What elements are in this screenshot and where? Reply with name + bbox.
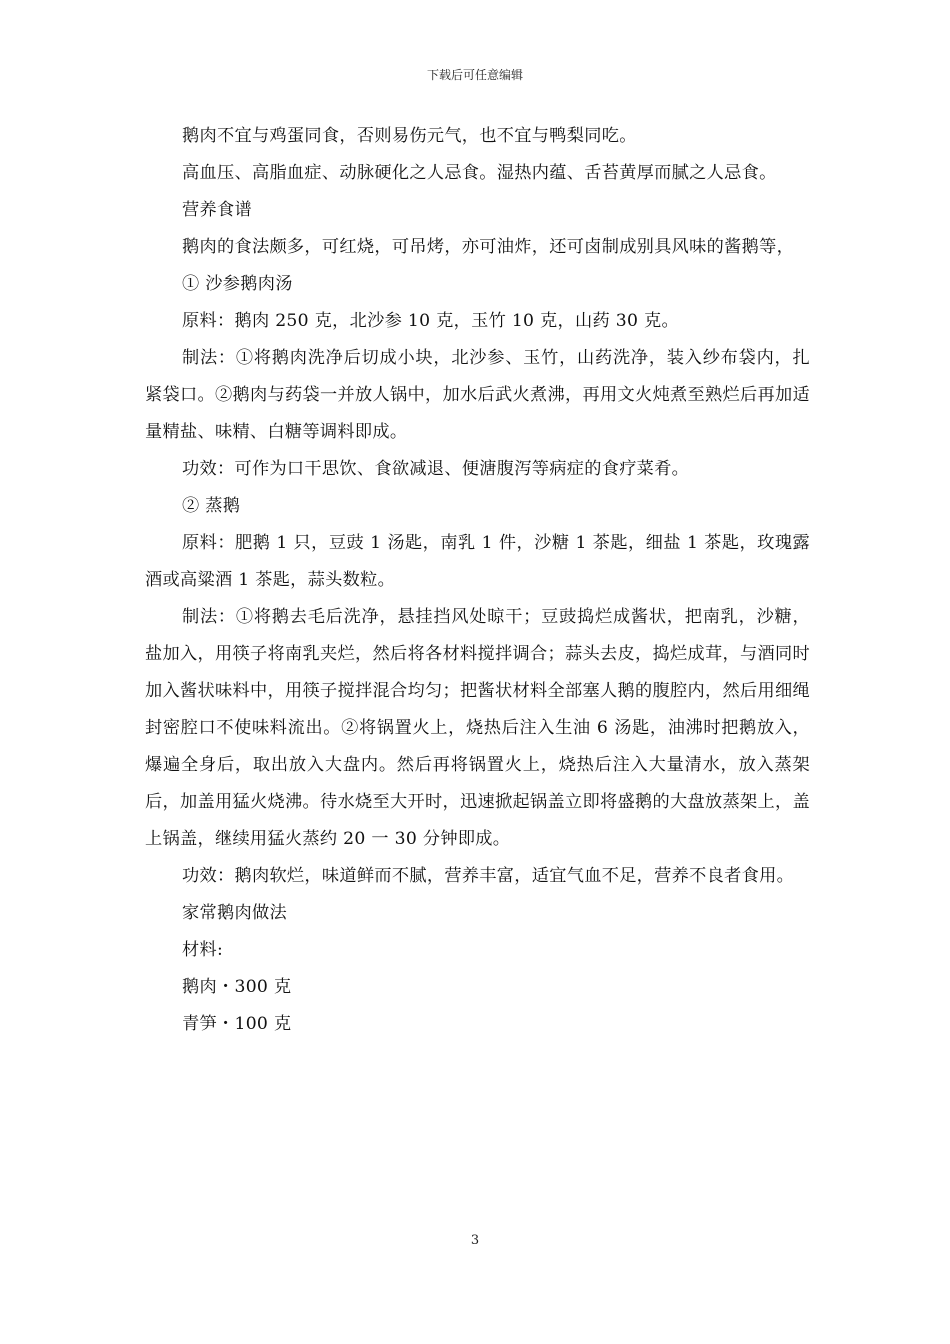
page-number: 3 [470, 1233, 480, 1248]
ingredient-item: 鹅肉・300 克 [182, 977, 292, 997]
paragraph: 原料：鹅肉 250 克，北沙参 10 克，玉竹 10 克，山药 30 克。 [182, 311, 679, 331]
paragraph: 功效：鹅肉软烂，味道鲜而不腻，营养丰富，适宜气血不足，营养不良者食用。 [182, 866, 795, 886]
paragraph: 材料: [182, 940, 224, 960]
page-header: 下载后可任意编辑 [426, 68, 523, 82]
document-body [145, 118, 810, 1043]
section-heading: 家常鹅肉做法 [182, 903, 287, 923]
section-heading: 营养食谱 [182, 200, 252, 220]
paragraph: 制法：①将鹅肉洗净后切成小块，北沙参、玉竹，山药洗净，装入纱布袋内，扎紧袋口。②鹅肉与药袋一并放人锅中，加水后武火煮沸，再用文火炖煮至熟烂后再加适量精盐、味精、白糖等调料即成。 [145, 348, 810, 442]
recipe-title: ① 沙参鹅肉汤 [182, 274, 293, 294]
paragraph: 功效：可作为口干思饮、食欲减退、便溏腹泻等病症的食疗菜肴。 [182, 459, 690, 479]
paragraph: 高血压、高脂血症、动脉硬化之人忌食。湿热内蕴、舌苔黄厚而腻之人忌食。 [182, 163, 777, 183]
paragraph: 原料：肥鹅 1 只，豆豉 1 汤匙，南乳 1 件，沙糖 1 茶匙，细盐 1 茶匙，玫瑰露酒或高粱酒 1 茶匙，蒜头数粒。 [145, 533, 810, 590]
ingredient-item: 青笋・100 克 [182, 1014, 292, 1034]
paragraph: 鹅肉不宜与鸡蛋同食，否则易伤元气，也不宜与鸭梨同吃。 [182, 126, 637, 146]
recipe-title: ② 蒸鹅 [182, 496, 241, 516]
paragraph: 鹅肉的食法颇多，可红烧，可吊烤，亦可油炸，还可卤制成别具风味的酱鹅等， [182, 237, 795, 257]
paragraph: 制法：①将鹅去毛后洗净，悬挂挡风处晾干；豆豉捣烂成酱状，把南乳，沙糖，盐加入，用筷子将南乳夹烂，然后将各材料搅拌调合；蒜头去皮，捣烂成茸，与酒同时加入酱状味料中，用筷子搅拌混合均匀；把酱状材料全部塞人鹅的腹腔内，然后用细绳封密腔口不使味料流出。②将锅置火上，烧热后注入生油 6 汤匙，油沸时把鹅放入，爆遍全身后，取出放入大盘内。然后再将锅置火上，烧热后注入大量清水，放入蒸架后，加盖用猛火烧沸。待水烧至大开时，迅速掀起锅盖立即将盛鹅的大盘放蒸架上，盖上锅盖，继续用猛火蒸约 20 一 30 分钟即成。 [145, 607, 810, 849]
